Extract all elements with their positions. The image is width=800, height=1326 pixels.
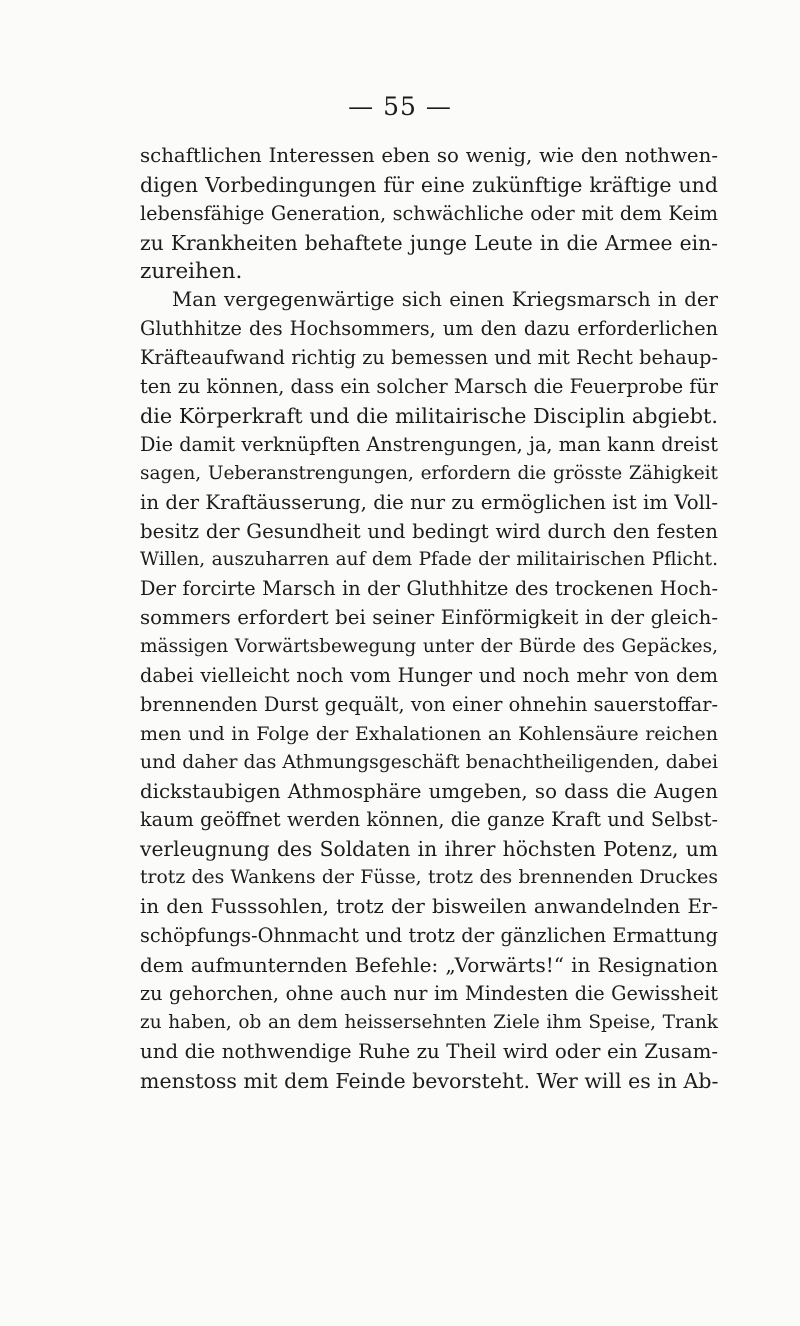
text-line: schaftlichen Interessen eben so wenig, wie den nothwen-	[140, 144, 718, 167]
text-line: dabei vielleicht noch vom Hunger und noch mehr von dem	[140, 664, 718, 688]
text-line: brennenden Durst gequält, von einer ohnehin sauerstoffar-	[140, 692, 718, 716]
text-line: schöpfungs-Ohnmacht und trotz der gänzlichen Ermattung	[140, 924, 718, 948]
text-line: Die damit verknüpften Anstrengungen, ja, man kann dreist	[140, 432, 718, 456]
text-line: zu haben, ob an dem heissersehnten Ziele ihm Speise, Trank	[140, 1011, 718, 1033]
body-text	[140, 142, 718, 1095]
text-line: Willen, auszuharren auf dem Pfade der militairischen Pflicht.	[140, 549, 718, 571]
text-line: zu Krankheiten behaftete junge Leute in die Armee ein-	[140, 230, 718, 255]
text-line: kaum geöffnet werden können, die ganze Kraft und Selbst-	[140, 808, 718, 832]
text-line: dem aufmunternden Befehle: „Vorwärts!“ in Resignation	[140, 952, 718, 977]
text-line: sagen, Ueberanstrengungen, erfordern die grösste Zähigkeit	[140, 462, 718, 484]
text-line: zu gehorchen, ohne auch nur im Mindesten die Gewissheit	[140, 981, 718, 1005]
text-line: verleugnung des Soldaten in ihrer höchsten Potenz, um	[140, 837, 718, 862]
text-line: zureihen.	[140, 258, 243, 284]
text-line: und die nothwendige Ruhe zu Theil wird oder ein Zusam-	[140, 1039, 718, 1063]
text-line: und daher das Athmungsgeschäft benachtheiligenden, dabei	[140, 751, 718, 773]
page-number: — 55 —	[348, 92, 452, 121]
paragraph-start-line: Man vergegenwärtige sich einen Kriegsmarsch in der	[172, 288, 718, 312]
text-line: men und in Folge der Exhalationen an Kohlensäure reichen	[140, 722, 718, 745]
text-line: ten zu können, dass ein solcher Marsch die Feuerprobe für	[140, 375, 718, 399]
text-line: Der forcirte Marsch in der Gluthhitze des trockenen Hoch-	[140, 577, 718, 601]
text-line: Kräfteaufwand richtig zu bemessen und mit Recht behaup-	[140, 346, 718, 370]
text-line: in der Kraftäusserung, die nur zu ermöglichen ist im Voll-	[140, 490, 718, 514]
text-line: die Körperkraft und die militairische Disciplin abgiebt.	[140, 404, 718, 429]
text-line: Gluthhitze des Hochsommers, um den dazu erforderlichen	[140, 317, 718, 341]
text-line: dickstaubigen Athmosphäre umgeben, so dass die Augen	[140, 779, 718, 803]
text-line: menstoss mit dem Feinde bevorsteht. Wer will es in Ab-	[140, 1068, 719, 1093]
text-line: sommers erfordert bei seiner Einförmigkeit in der gleich-	[140, 606, 718, 630]
text-line: lebensfähige Generation, schwächliche oder mit dem Keim	[140, 201, 718, 225]
text-line: mässigen Vorwärtsbewegung unter der Bürde des Gepäckes,	[140, 636, 718, 658]
text-line: in den Fusssohlen, trotz der bisweilen anwandelnden Er-	[140, 895, 718, 919]
text-line: besitz der Gesundheit und bedingt wird durch den festen	[140, 519, 718, 543]
text-line: trotz des Wankens der Füsse, trotz des brennenden Druckes	[140, 867, 718, 889]
text-line: digen Vorbedingungen für eine zukünftige kräftige und	[140, 172, 718, 197]
